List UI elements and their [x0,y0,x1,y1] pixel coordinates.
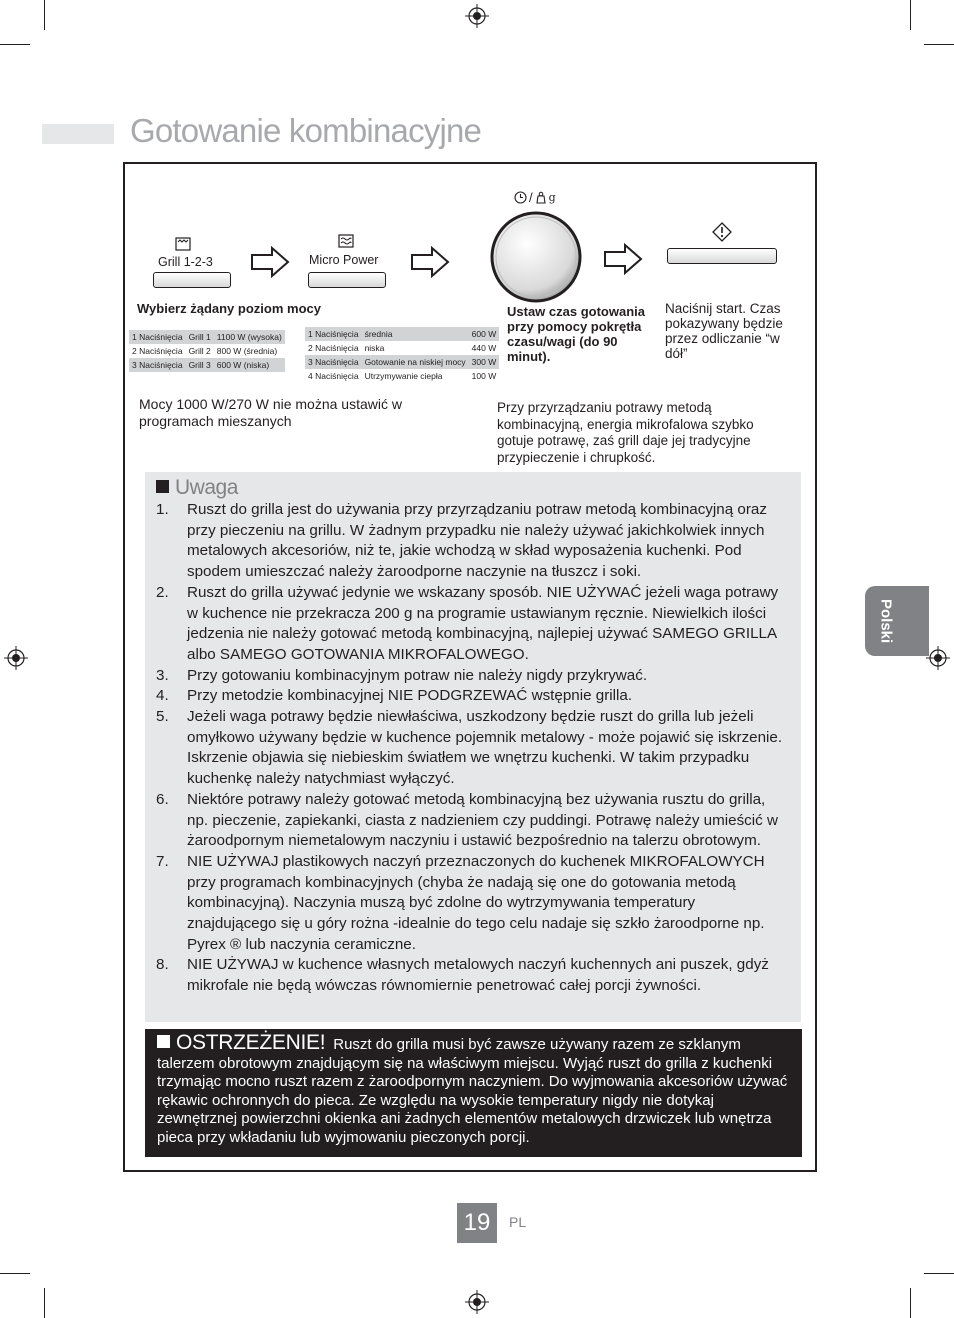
crop-mark [924,44,954,45]
table-cell: średnia [362,327,469,341]
dial-unit: g [548,191,556,204]
list-item [156,852,788,956]
table-cell: 800 W (średnia) [214,344,285,358]
registration-mark-icon [465,1290,489,1314]
table-cell: 1 Naciśnięcia [305,327,362,341]
bullet-square-icon [156,480,169,493]
list-text: Przy metodzie kombinacyjnej NIE PODGRZEWAĆ wstępnie grilla. [187,687,633,705]
crop-mark [44,0,45,30]
table-row [129,330,285,344]
arrow-right-icon [410,246,450,278]
table-cell: 300 W [469,355,500,369]
table-cell: niska [362,341,469,355]
grill-button[interactable] [153,272,231,288]
table-row [305,327,499,341]
title-bar-decoration [42,124,114,144]
step3-caption: Ustaw czas gotowania przy pomocy pokrętła czasu/wagi (do 90 minut). [507,304,645,364]
table-cell: Gotowanie na niskiej mocy [362,355,469,369]
list-number: 4. [156,687,169,705]
page-number: 19 [457,1203,497,1243]
clock-icon [514,191,527,204]
list-item [156,500,788,583]
list-number: 5. [156,708,169,726]
table-row [305,369,499,383]
list-number: 6. [156,790,169,808]
table-cell: 3 Naciśnięcia [129,358,186,372]
bullet-square-icon [157,1035,170,1048]
crop-mark [44,1288,45,1318]
warning-heading-text: OSTRZEŻENIE! [176,1031,326,1054]
table-row [305,355,499,369]
crop-mark [910,1288,911,1318]
registration-mark-icon [926,646,950,670]
list-text: NIE UŻYWAJ w kuchence własnych metalowych naczyń kuchennych ani puszek, gdyż mikrofale nie będą wówczas równomiernie penetrować całej porcji żywności. [187,956,769,995]
list-text: Ruszt do grilla jest do używania przy przyrządzaniu potraw metodą kombinacyjną oraz przy pieczeniu na grillu. W żadnym przypadku nie należy używać jakichkolwiek innych metalowych akcesoriów, niż te, jakie wchodzą w skład wyposażenia kuchenki. Pod spodem umieszczać należy żaroodporne naczynie na tłuszcz i soki. [187,501,767,581]
list-number: 2. [156,583,169,601]
list-item [156,583,788,666]
crop-mark [0,44,30,45]
grill-power-table [129,330,285,372]
list-item [156,707,788,790]
arrow-right-icon [603,243,643,275]
power-limitation-note: Mocy 1000 W/270 W nie można ustawić w programach mieszanych [139,396,402,429]
registration-mark-icon [465,4,489,28]
list-number: 3. [156,666,169,684]
table-cell: 100 W [469,369,500,383]
list-text: Niektóre potrawy należy gotować metodą kombinacyjną bez używania rusztu do grilla, np. pieczenie, zapiekanki, ciasta z nadzieniem czy puddingi. Potrawę należy umieścić w żaroodpornym niemetalowym naczyniu i ustawić bezpośrednio na talerzu obrotowym. [187,790,778,850]
combination-info-note: Przy przyrządzaniu potrawy metodą kombinacyjną, energia mikrofalowa szybko gotuje potrawę, zaś grill daje jej tradycyjne przypieczenie i chrupkość. [497,400,754,465]
table-cell: 1 Naciśnięcia [129,330,186,344]
table-cell: Grill 1 [186,330,214,344]
grill-button-label: Grill 1-2-3 [158,255,213,269]
micro-power-button-label: Micro Power [309,253,379,267]
table-row [305,341,499,355]
dial-symbols [514,190,556,205]
list-item [156,686,788,707]
table-cell: Grill 3 [186,358,214,372]
microwave-icon [338,234,354,253]
time-weight-dial[interactable] [489,210,583,304]
page-language-code: PL [509,1214,527,1230]
dial-separator: / [529,190,533,205]
table-cell: 1100 W (wysoka) [214,330,285,344]
list-item [156,955,788,996]
warning-text: Ruszt do grilla musi być zawsze używany razem ze szklanym talerzem obrotowym znajdującym się na właściwym miejscu. Wyjąć ruszt do grilla z kuchenki trzymając mocno ruszt razem z żaroodpornym naczyniem. Do wyjmowania akcesoriów używać rękawic ochronnych do pieca. Ze względu na wysokie temperatury nigdy nie dotykaj zewnętrznej powierzchni okienka ani żadnych elementów metalowych drzwiczek lub wnętrza pieca przy wkładaniu lub wyjmowaniu pieczonych porcji. [157,1036,788,1146]
language-tab-label: Polski [877,598,895,644]
micro-power-table [305,327,499,383]
table-cell: 440 W [469,341,500,355]
list-text: NIE UŻYWAJ plastikowych naczyń przeznaczonych do kuchenek MIKROFALOWYCH przy programach kombinacyjnych (chyba że nadają się one do gotowania metodą kombinacyjną). Naczynia muszą być zdolne do wytrzymywania temperatury znajdującego się u góry rożna -idealnie do tego celu nadaje się szkło żaroodporne np. Pyrex ® lub naczynia ceramiczne. [187,852,765,953]
table-cell: 2 Naciśnięcia [129,344,186,358]
table-cell: 600 W [469,327,500,341]
weight-icon [535,191,547,204]
crop-mark [910,0,911,30]
table-cell: 3 Naciśnięcia [305,355,362,369]
arrow-right-icon [250,246,290,278]
list-item [156,790,788,852]
list-text: Przy gotowaniu kombinacyjnym potraw nie należy nigdy przykrywać. [187,666,648,684]
table-row [129,358,285,372]
list-text: Ruszt do grilla używać jedynie we wskazany sposób. NIE UŻYWAĆ jeżeli waga potrawy w kuchence nie przekracza 200 g na programie ustawianym ręcznie. Niewielkich ilości jedzenia nie należy gotować metodą kombinacyjną, najlepiej używać SAMEGO GRILLA albo SAMEGO GOTOWANIA MIKROFALOWEGO. [187,583,779,663]
list-text: Jeżeli waga potrawy będzie niewłaściwa, uszkodzony będzie ruszt do grilla lub jeżeli omyłkowo używany będzie w kuchence pojemnik metalowy - może pojawić się iskrzenie. Iskrzenie objawia się niebieskim światłem we wnętrzu kuchenki. W takim przypadku kuchenkę należy natychmiast wyłączyć. [187,708,783,788]
registration-mark-icon [4,646,28,670]
warning-content [157,1031,789,1148]
crop-mark [924,1273,954,1274]
start-button[interactable] [667,248,777,264]
note-heading [156,476,238,500]
crop-mark [0,1273,30,1274]
step4-caption: Naciśnij start. Czas pokazywany będzie przez odliczanie “w dół” [665,301,783,361]
list-item [156,666,788,687]
list-number: 1. [156,501,169,518]
table-cell: 4 Naciśnięcia [305,369,362,383]
warning-heading [157,1031,325,1054]
table-cell: Grill 2 [186,344,214,358]
page-title: Gotowanie kombinacyjne [130,112,482,149]
start-icon [712,222,732,242]
micro-power-button[interactable] [308,272,386,288]
table-cell: 600 W (niska) [214,358,285,372]
table-cell: 2 Naciśnięcia [305,341,362,355]
table-row [129,344,285,358]
list-number: 8. [156,956,169,974]
table-cell: Utrzymywanie ciepła [362,369,469,383]
list-number: 7. [156,852,169,870]
step1-caption: Wybierz żądany poziom mocy [137,301,321,316]
note-list [156,500,788,997]
grill-icon [175,237,191,256]
note-heading-text: Uwaga [175,476,238,499]
